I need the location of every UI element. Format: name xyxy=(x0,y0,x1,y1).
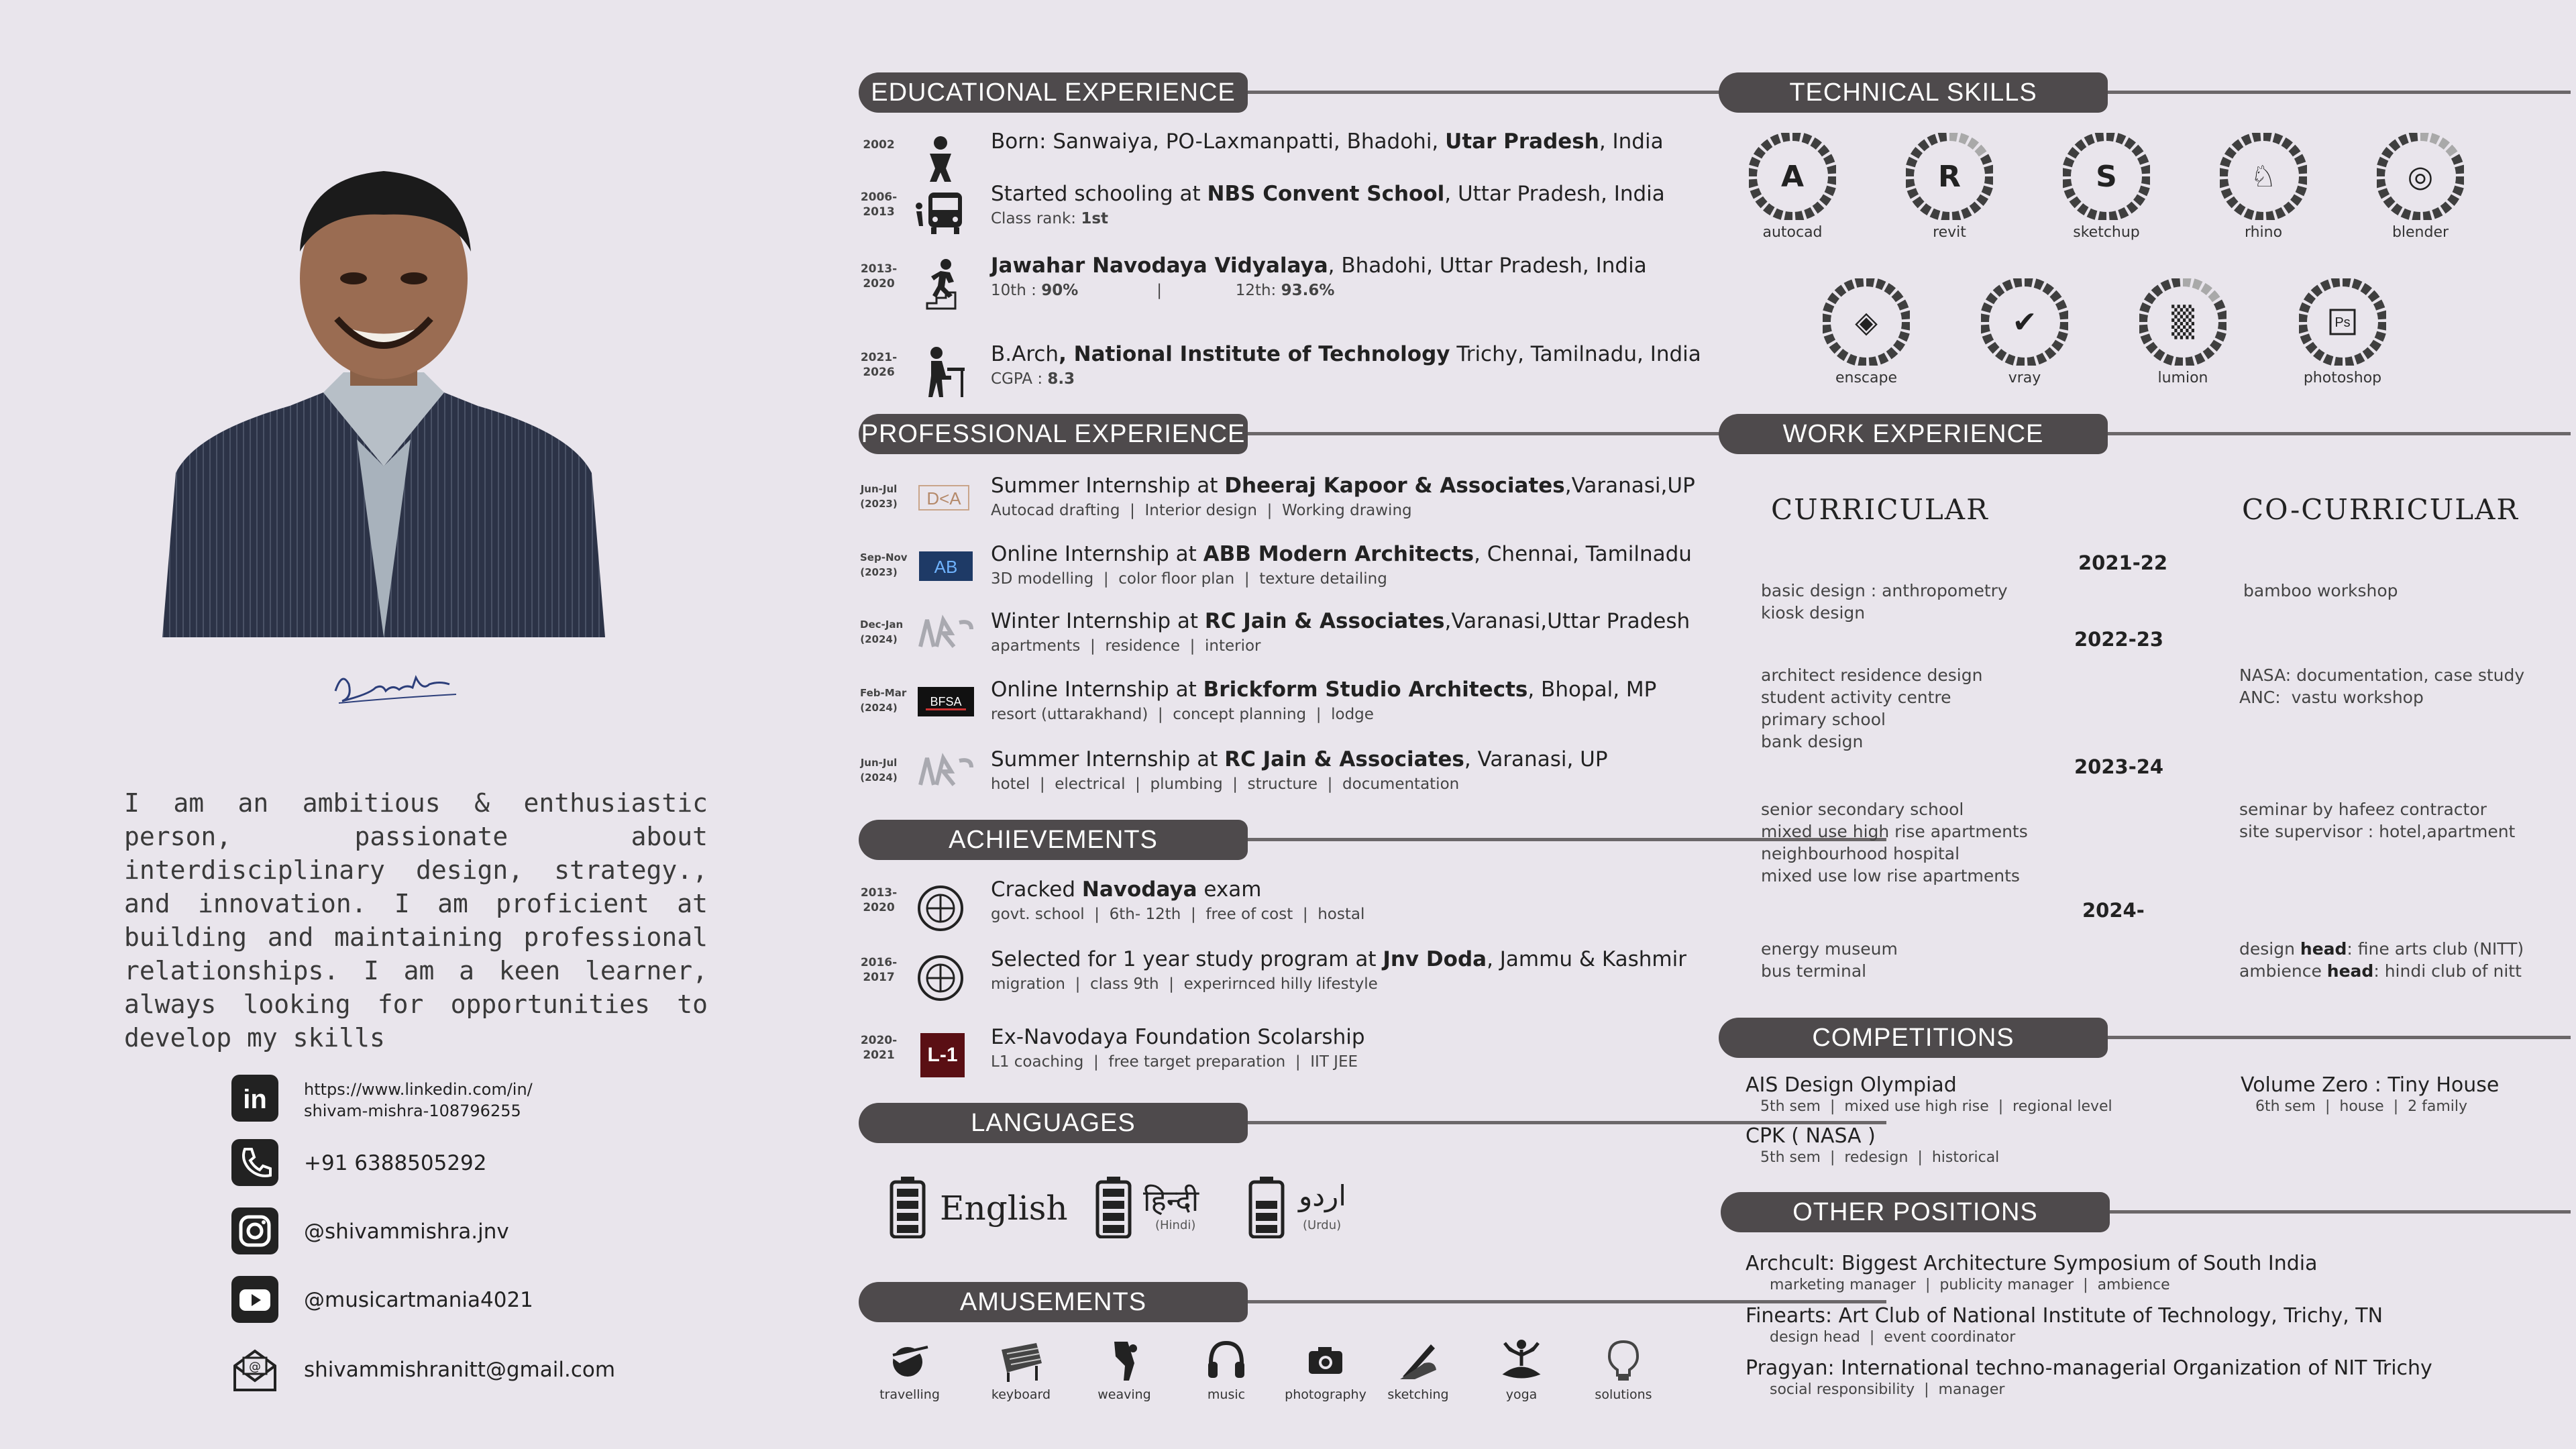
work-year: 2022-23 xyxy=(2074,628,2164,651)
position-item xyxy=(1746,1304,2383,1346)
position-title: Archcult: Biggest Architecture Symposium of South India xyxy=(1746,1252,2318,1275)
svg-text:A: A xyxy=(1780,160,1805,194)
skill-lumion xyxy=(2123,278,2243,386)
abb-logo xyxy=(914,546,967,600)
svg-text:BFSA: BFSA xyxy=(930,695,962,708)
contact-phone[interactable] xyxy=(231,1139,701,1187)
competition-detail: 5th sem | redesign | historical xyxy=(1760,1149,2000,1166)
professional-period: Dec-Jan (2024) xyxy=(860,619,904,645)
svg-text:S: S xyxy=(2096,160,2117,194)
cocurricular-list: design head: fine arts club (NITT) ambience head: hindi club of nitt xyxy=(2239,939,2524,981)
professional-text: Online Internship at Brickform Studio Architects, Bhopal, MP xyxy=(991,678,1657,702)
linkedin-url-2: shivam-mishra-108796255 xyxy=(304,1102,521,1120)
amusement-photography: photography xyxy=(1279,1336,1373,1402)
amusement-solutions: solutions xyxy=(1576,1336,1670,1402)
work-year: 2024- xyxy=(2082,899,2145,922)
vray-icon xyxy=(1981,278,2068,366)
skill-enscape xyxy=(1806,278,1927,386)
competition-title: AIS Design Olympiad xyxy=(1746,1073,1957,1097)
competition-item xyxy=(2241,1073,2499,1115)
cocurricular-heading: CO-CURRICULAR xyxy=(2242,493,2520,526)
lightbulb-icon xyxy=(1600,1336,1647,1383)
work-year: 2023-24 xyxy=(2074,755,2164,778)
achievement-detail: L1 coaching | free target preparation | IIT JEE xyxy=(991,1053,1358,1071)
position-title: Finearts: Art Club of National Institute of Technology, Trichy, TN xyxy=(1746,1304,2383,1328)
achievement-text: Ex-Navodaya Foundation Scolarship xyxy=(991,1025,1365,1049)
skill-label: blender xyxy=(2392,224,2449,241)
professional-detail: hotel | electrical | plumbing | structure | documentation xyxy=(991,775,1460,793)
position-detail: design head | event coordinator xyxy=(1770,1329,2016,1346)
education-detail: 10th : 90% | 12th: 93.6% xyxy=(991,282,1335,299)
section-title: EDUCATIONAL EXPERIENCE xyxy=(859,72,1248,113)
professional-detail: Autocad drafting | Interior design | Working drawing xyxy=(991,502,1412,519)
signature xyxy=(329,664,463,711)
lumion-icon xyxy=(2139,278,2226,366)
section-title: COMPETITIONS xyxy=(1719,1018,2108,1058)
language-translation: (Urdu) xyxy=(1303,1218,1342,1232)
blender-icon xyxy=(2377,133,2464,220)
curricular-list: architect residence design student activity centre primary school bank design xyxy=(1761,665,1983,751)
linkedin-url-1: https://www.linkedin.com/in/ xyxy=(304,1080,533,1099)
competition-title: Volume Zero : Tiny House xyxy=(2241,1073,2500,1097)
professional-period: Jun-Jul (2023) xyxy=(860,483,898,510)
section-title: PROFESSIONAL EXPERIENCE xyxy=(859,414,1248,454)
linkedin-icon xyxy=(231,1075,278,1122)
work-year: 2021-22 xyxy=(2078,551,2168,574)
skill-label: lumion xyxy=(2157,370,2208,386)
skill-label: photoshop xyxy=(2303,370,2382,386)
professional-detail: resort (uttarakhand) | concept planning | lodge xyxy=(991,706,1374,723)
svg-text:♘: ♘ xyxy=(2250,160,2277,194)
language-english xyxy=(889,1175,1068,1241)
contact-linkedin[interactable] xyxy=(231,1075,701,1123)
brickform-logo xyxy=(914,682,967,735)
professional-detail: apartments | residence | interior xyxy=(991,637,1261,655)
amusement-travelling: travelling xyxy=(863,1336,957,1402)
education-text: Started schooling at NBS Convent School, Uttar Pradesh, India xyxy=(991,182,1665,206)
youtube-handle[interactable]: @musicartmania4021 xyxy=(304,1288,533,1312)
sketchup-icon xyxy=(2063,133,2150,220)
education-year: 2002 xyxy=(863,138,895,152)
instagram-icon xyxy=(231,1208,278,1254)
email-address[interactable]: shivammishranitt@gmail.com xyxy=(304,1358,616,1382)
svg-text:D<A: D<A xyxy=(926,488,961,508)
skill-revit xyxy=(1889,133,2010,241)
professional-period: Jun-Jul (2024) xyxy=(860,757,898,784)
svg-text:◈: ◈ xyxy=(1855,305,1878,339)
skill-sketchup xyxy=(2046,133,2167,241)
navodaya-emblem-icon xyxy=(914,951,967,1005)
position-item xyxy=(1746,1252,2318,1293)
svg-text:R: R xyxy=(1938,160,1961,194)
cocurricular-list: NASA: documentation, case study ANC: vastu workshop xyxy=(2239,665,2525,707)
curricular-list: basic design : anthropometry kiosk design xyxy=(1761,581,2008,623)
achievement-year: 2013- 2020 xyxy=(860,886,898,914)
skill-rhino xyxy=(2203,133,2324,241)
education-text: B.Arch, National Institute of Technology Trichy, Tamilnadu, India xyxy=(991,342,1701,366)
sketching-hand-icon xyxy=(1395,1336,1442,1383)
position-item xyxy=(1746,1356,2432,1398)
education-detail: CGPA : 8.3 xyxy=(991,370,1075,388)
svg-text:@: @ xyxy=(249,1360,261,1374)
achievement-text: Selected for 1 year study program at Jnv Doda, Jammu & Kashmir xyxy=(991,947,1686,971)
svg-text:in: in xyxy=(243,1085,267,1114)
rc-jain-logo xyxy=(914,613,967,667)
section-title: LANGUAGES xyxy=(859,1103,1248,1143)
youtube-icon xyxy=(231,1276,278,1323)
section-title: WORK EXPERIENCE xyxy=(1719,414,2108,454)
climbing-stairs-icon xyxy=(914,258,967,311)
rhino-icon xyxy=(2220,133,2307,220)
instagram-handle[interactable]: @shivammishra.jnv xyxy=(304,1220,509,1244)
competition-item xyxy=(1746,1124,1999,1166)
skill-autocad xyxy=(1732,133,1853,241)
competition-detail: 6th sem | house | 2 family xyxy=(2255,1098,2467,1115)
dka-logo xyxy=(914,478,967,531)
section-title: AMUSEMENTS xyxy=(859,1282,1248,1322)
l1-coaching-logo xyxy=(914,1029,967,1083)
competition-title: CPK ( NASA ) xyxy=(1746,1124,1876,1148)
amusement-weaving: weaving xyxy=(1077,1336,1171,1402)
professional-detail: 3D modelling | color floor plan | texture detailing xyxy=(991,570,1387,588)
language-hindi xyxy=(1095,1175,1199,1241)
education-year: 2013- 2020 xyxy=(860,262,898,290)
professional-text: Online Internship at ABB Modern Architects, Chennai, Tamilnadu xyxy=(991,542,1692,566)
revit-icon xyxy=(1906,133,1993,220)
section-title: TECHNICAL SKILLS xyxy=(1719,72,2108,113)
education-year: 2006- 2013 xyxy=(860,191,898,219)
competition-detail: 5th sem | mixed use high rise | regional level xyxy=(1760,1098,2112,1115)
competition-item xyxy=(1746,1073,2112,1115)
achievement-year: 2016- 2017 xyxy=(860,956,898,984)
yoga-icon xyxy=(1498,1336,1545,1383)
position-detail: social responsibility | manager xyxy=(1770,1381,2005,1398)
linkedin-link[interactable] xyxy=(304,1079,533,1122)
school-bus-icon xyxy=(914,186,967,239)
language-name: English xyxy=(940,1189,1068,1228)
battery-full-icon xyxy=(1095,1175,1132,1238)
skill-label: enscape xyxy=(1835,370,1898,386)
photoshop-icon xyxy=(2299,278,2386,366)
skill-label: rhino xyxy=(2244,224,2283,241)
skill-label: sketchup xyxy=(2073,224,2140,241)
section-title: OTHER POSITIONS xyxy=(1721,1192,2110,1232)
amusement-yoga: yoga xyxy=(1474,1336,1568,1402)
achievement-text: Cracked Navodaya exam xyxy=(991,877,1262,902)
language-urdu xyxy=(1248,1175,1346,1241)
travel-icon xyxy=(886,1336,933,1383)
language-name: हिन्दी xyxy=(1143,1184,1199,1218)
svg-text:▒: ▒ xyxy=(2171,305,2194,339)
rc-jain-logo xyxy=(914,751,967,805)
language-translation: (Hindi) xyxy=(1155,1218,1196,1232)
svg-text:L-1: L-1 xyxy=(927,1044,958,1066)
curricular-heading: CURRICULAR xyxy=(1771,493,1989,526)
professional-period: Sep-Nov (2023) xyxy=(860,551,908,578)
curricular-list: senior secondary school mixed use high rise apartments neighbourhood hospital mixed use low rise apartments xyxy=(1761,800,2028,885)
cocurricular-list: bamboo workshop xyxy=(2243,581,2398,600)
professional-text: Summer Internship at RC Jain & Associates, Varanasi, UP xyxy=(991,747,1608,771)
education-text: Jawahar Navodaya Vidyalaya, Bhadohi, Uttar Pradesh, India xyxy=(991,254,1647,278)
contact-email[interactable] xyxy=(231,1346,701,1394)
battery-full-icon xyxy=(889,1175,926,1238)
enscape-icon xyxy=(1823,278,1910,366)
language-name: اردو xyxy=(1299,1179,1346,1212)
achievement-detail: migration | class 9th | experirnced hilly lifestyle xyxy=(991,975,1378,993)
svg-text:AB: AB xyxy=(934,557,958,577)
achievement-detail: govt. school | 6th- 12th | free of cost | hostal xyxy=(991,906,1365,923)
position-title: Pragyan: International techno-managerial Organization of NIT Trichy xyxy=(1746,1356,2432,1380)
student-desk-icon xyxy=(914,346,967,400)
phone-number[interactable]: +91 6388505292 xyxy=(304,1151,487,1175)
cocurricular-list: seminar by hafeez contractor site supervisor : hotel,apartment xyxy=(2239,800,2516,841)
headphones-icon xyxy=(1203,1336,1250,1383)
svg-text:✔: ✔ xyxy=(2012,305,2037,339)
bio-text: I am an ambitious & enthusiastic person, passionate about interdisciplinary design, strategy., and innovation. I am proficient at building and maintaining professional relationships. I am a keen learner, always looking for opportunities to develop my skills xyxy=(124,788,708,1053)
skill-label: autocad xyxy=(1762,224,1823,241)
education-year: 2021- 2026 xyxy=(860,351,898,379)
profile-photo xyxy=(156,151,612,637)
skill-photoshop xyxy=(2282,278,2403,386)
skill-vray xyxy=(1964,278,2085,386)
amusement-music: music xyxy=(1179,1336,1273,1402)
email-icon xyxy=(231,1346,278,1393)
keyboard-icon xyxy=(998,1336,1044,1383)
skill-blender xyxy=(2360,133,2481,241)
battery-partial-icon xyxy=(1248,1175,1285,1238)
skill-label: vray xyxy=(2008,370,2041,386)
baby-icon xyxy=(914,133,967,187)
amusement-sketching: sketching xyxy=(1371,1336,1465,1402)
education-detail: Class rank: 1st xyxy=(991,210,1109,227)
professional-period: Feb-Mar (2024) xyxy=(860,687,907,714)
position-detail: marketing manager | publicity manager | ambience xyxy=(1770,1277,2170,1293)
phone-icon xyxy=(231,1139,278,1186)
contact-youtube[interactable] xyxy=(231,1276,701,1324)
camera-icon xyxy=(1302,1336,1349,1383)
contact-instagram[interactable] xyxy=(231,1208,701,1256)
svg-text:◎: ◎ xyxy=(2407,160,2434,194)
education-text: Born: Sanwaiya, PO-Laxmanpatti, Bhadohi, Utar Pradesh, India xyxy=(991,129,1664,154)
amusement-keyboard: keyboard xyxy=(974,1336,1068,1402)
achievement-year: 2020- 2021 xyxy=(860,1034,898,1062)
section-title: ACHIEVEMENTS xyxy=(859,820,1248,860)
svg-text:Ps: Ps xyxy=(2334,315,2351,330)
weaving-icon xyxy=(1101,1336,1148,1383)
autocad-icon xyxy=(1749,133,1836,220)
navodaya-emblem-icon xyxy=(914,881,967,935)
curricular-list: energy museum bus terminal xyxy=(1761,939,1898,981)
skill-label: revit xyxy=(1933,224,1966,241)
professional-text: Summer Internship at Dheeraj Kapoor & Associates,Varanasi,UP xyxy=(991,474,1695,498)
professional-text: Winter Internship at RC Jain & Associates,Varanasi,Uttar Pradesh xyxy=(991,609,1690,633)
